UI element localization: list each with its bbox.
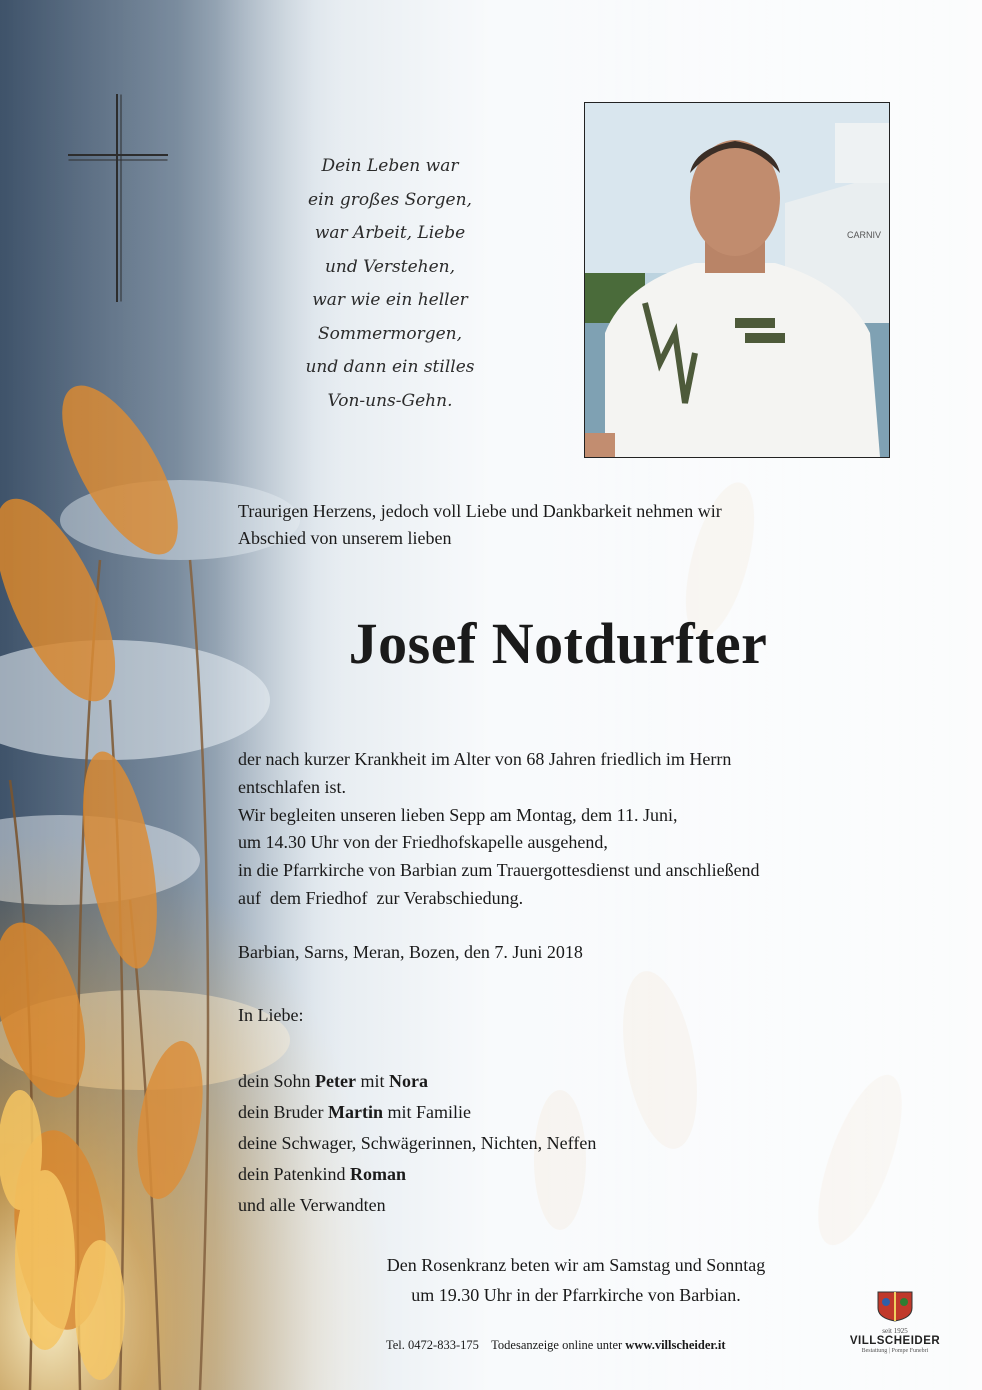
logo-subtitle: Bestattung | Pompe Funebri [861, 1348, 929, 1354]
coat-of-arms-icon [872, 1288, 918, 1322]
footer-online-label: Todesanzeige online unter [491, 1338, 623, 1352]
in-liebe-label: In Liebe: [238, 1005, 304, 1025]
cross-horizontal-icon [68, 154, 168, 156]
portrait-illustration [585, 103, 889, 457]
footer-contact [386, 1338, 726, 1353]
family-line [238, 1159, 596, 1190]
poem-line: und dann ein stilles [305, 357, 475, 377]
funeral-home-logo [840, 1288, 950, 1368]
intro-line: Abschied von unserem lieben [238, 528, 452, 548]
logo-since: seit 1925 [882, 1327, 908, 1335]
deceased-name: Josef Notdurfter [348, 611, 768, 676]
family-list [238, 1066, 596, 1221]
family-line [238, 1097, 596, 1128]
family-name: Martin [327, 1102, 383, 1122]
poem-line: war Arbeit, Liebe [314, 223, 466, 243]
family-line [238, 1066, 596, 1097]
poem-line: und Verstehen, [324, 256, 456, 277]
body-line: entschlafen ist. [238, 776, 346, 797]
footer-website-link[interactable]: www.villscheider.it [625, 1338, 726, 1352]
body-line: auf dem Friedhof zur Verabschiedung. [238, 887, 524, 908]
family-text: dein Patenkind [238, 1164, 350, 1184]
family-name: Roman [349, 1164, 406, 1184]
ship-text: CARNIV [847, 230, 882, 240]
intro-line: Traurigen Herzens, jedoch voll Liebe und Dankbarkeit nehmen wir [238, 501, 722, 521]
poem-line: Sommermorgen, [317, 323, 463, 344]
family-text: dein Sohn [238, 1071, 316, 1091]
family-name: Peter [315, 1071, 356, 1091]
memorial-poem [270, 150, 510, 418]
body-line: um 14.30 Uhr von der Friedhofskapelle ausgehend, [238, 832, 608, 853]
family-name: Nora [389, 1071, 428, 1091]
family-line: deine Schwager, Schwägerinnen, Nichten, Neffen [238, 1133, 597, 1153]
place-date: Barbian, Sarns, Meran, Bozen, den 7. Juni 2018 [238, 942, 583, 962]
family-text: mit [355, 1071, 389, 1091]
rosary-line: Den Rosenkranz beten wir am Samstag und Sonntag [386, 1255, 766, 1275]
body-line: Wir begleiten unseren lieben Sepp am Montag, dem 11. Juni, [238, 804, 678, 825]
cross-vertical-icon [116, 94, 118, 302]
logo-name: VILLSCHEIDER [849, 1335, 941, 1347]
intro-text [238, 498, 878, 552]
footer-phone: Tel. 0472-833-175 [386, 1338, 479, 1352]
rosary-line: um 19.30 Uhr in der Pfarrkirche von Barbian. [411, 1285, 741, 1305]
poem-line: ein großes Sorgen, [308, 189, 472, 210]
body-line: der nach kurzer Krankheit im Alter von 68 Jahren friedlich im Herrn [238, 749, 732, 769]
body-line: in die Pfarrkirche von Barbian zum Trauergottesdienst und anschließend [238, 860, 760, 881]
rosary-notice [238, 1250, 914, 1310]
family-text: dein Bruder [238, 1102, 328, 1122]
announcement-text [238, 746, 918, 913]
family-text: mit Familie [382, 1102, 471, 1122]
poem-line: Von-uns-Gehn. [327, 390, 453, 411]
poem-line: war wie ein heller [312, 290, 468, 310]
family-line: und alle Verwandten [238, 1195, 386, 1215]
poem-line: Dein Leben war [321, 156, 459, 176]
portrait-photo [584, 102, 890, 458]
